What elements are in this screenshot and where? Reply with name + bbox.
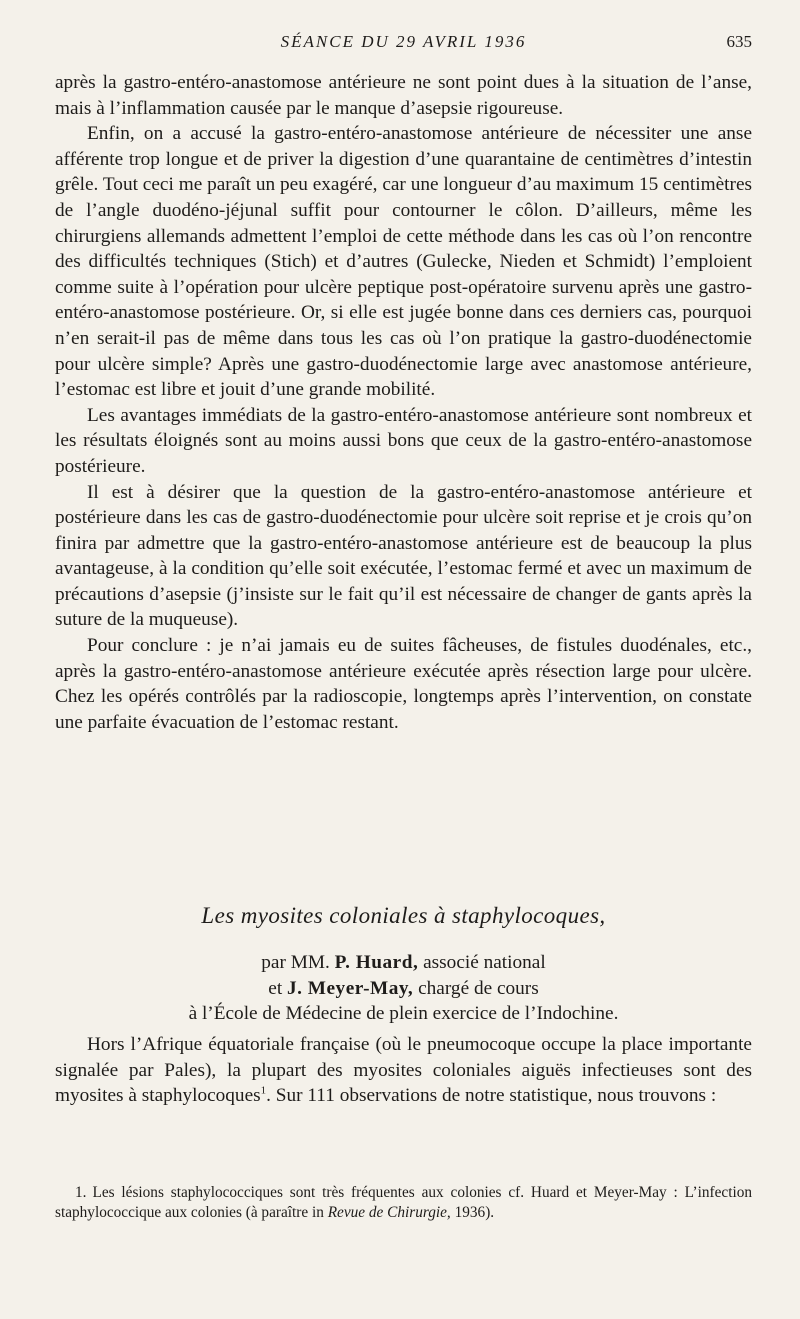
- paragraph-continuation: après la gastro-entéro-anastomose antérieure ne sont point dues à la situation de l’anse, mais à l’inflammation causée par le manque d’asepsie rigoureuse.: [55, 72, 752, 119]
- author-role: associé national: [423, 952, 546, 973]
- author-line-2: et J. Meyer-May, chargé de cours: [268, 977, 539, 999]
- article-title: Les myosites coloniales à staphylocoques,: [201, 903, 606, 928]
- paragraph: Pour conclure : je n’ai jamais eu de suites fâcheuses, de fistules duodénales, etc., après la gastro-entéro-anastomose antérieure exécutée après résection large pour ulcère. Chez les opérés contrôlés par la radioscopie, longtemps après l’intervention, on constate une parfaite évacuation de l’estomac restant.: [55, 635, 752, 733]
- paragraph: Enfin, on a accusé la gastro-entéro-anastomose antérieure de nécessiter une anse afférente trop longue et de priver la digestion d’une quarantaine de centimètres d’intestin grêle. Tout ceci me paraît un peu exagéré, car une longueur d’au maximum 15 centimètres de l’angle duodéno-jéjunal suffit pour contourner le côlon. D’ailleurs, même les chirurgiens allemands admettent l’emploi de cette méthode dans les cas où l’on rencontre des difficultés techniques (Stich) et d’autres (Gulecke, Nieden et Schmidt) l’emploient comme suite à l’opération pour ulcère peptique post-opératoire survenu après une gastro-entéro-anastomose postérieure. Or, si elle est jugée bonne dans ces derniers cas, pourquoi n’en serait-il pas de même dans tous les cas où l’on pratique la gastro-duodénectomie pour ulcère simple? Après une gastro-duodénectomie large avec anastomose antérieure, l’estomac est libre et jouit d’une grande mobilité.: [55, 123, 752, 401]
- article-intro: [55, 1032, 752, 1109]
- author-role: chargé de cours: [418, 977, 539, 999]
- journal-name: Revue de Chirurgie,: [327, 1203, 451, 1221]
- footnote-number: 1.: [75, 1184, 87, 1201]
- paragraph: Il est à désirer que la question de la gastro-entéro-anastomose antérieure et postérieure dans les cas de gastro-duodénectomie pour ulcère soit reprise et je crois qu’on finira par admettre que la gastro-entéro-anastomose antérieure est de beaucoup la plus avantageuse, à la condition qu’elle soit exécutée, l’estomac fermé et avec un maximum de précautions d’asepsie (j’insiste sur le fait qu’il est nécessaire de changer de gants après la suture de la muqueuse).: [55, 481, 752, 631]
- paragraph: Hors l’Afrique équatoriale française (où le pneumocoque occupe la place importante signalée par Pales), la plupart des myosites coloniales aiguës infectieuses sont des myosites à staphylocoques$^1$. Sur 111 observations de notre statistique, nous trouvons :: [55, 1034, 752, 1107]
- footnote: 1. Les lésions staphylococciques sont très fréquentes aux colonies cf. Huard et Meyer-May : L’infection staphylococcique aux colonies (à paraître in Revue de Chirurgie, 1936).: [55, 1184, 752, 1221]
- author-block: [55, 950, 752, 1027]
- running-title: SÉANCE DU 29 AVRIL 1936: [280, 32, 527, 51]
- author-name: P. Huard,: [334, 952, 419, 973]
- author-line-1: par MM. P. Huard, associé national: [261, 952, 546, 973]
- author-affiliation: à l’École de Médecine de plein exercice de l’Indochine.: [188, 1003, 619, 1025]
- page-number: 635: [726, 32, 752, 51]
- running-header: [55, 32, 752, 56]
- paragraph: Les avantages immédiats de la gastro-entéro-anastomose antérieure sont nombreux et les résultats éloignés sont au moins aussi bons que ceux de la gastro-entéro-anastomose postérieure.: [55, 404, 752, 477]
- footnote-reference[interactable]: 1: [260, 1084, 267, 1097]
- author-name: J. Meyer-May,: [287, 977, 414, 999]
- previous-article-text: [55, 70, 752, 735]
